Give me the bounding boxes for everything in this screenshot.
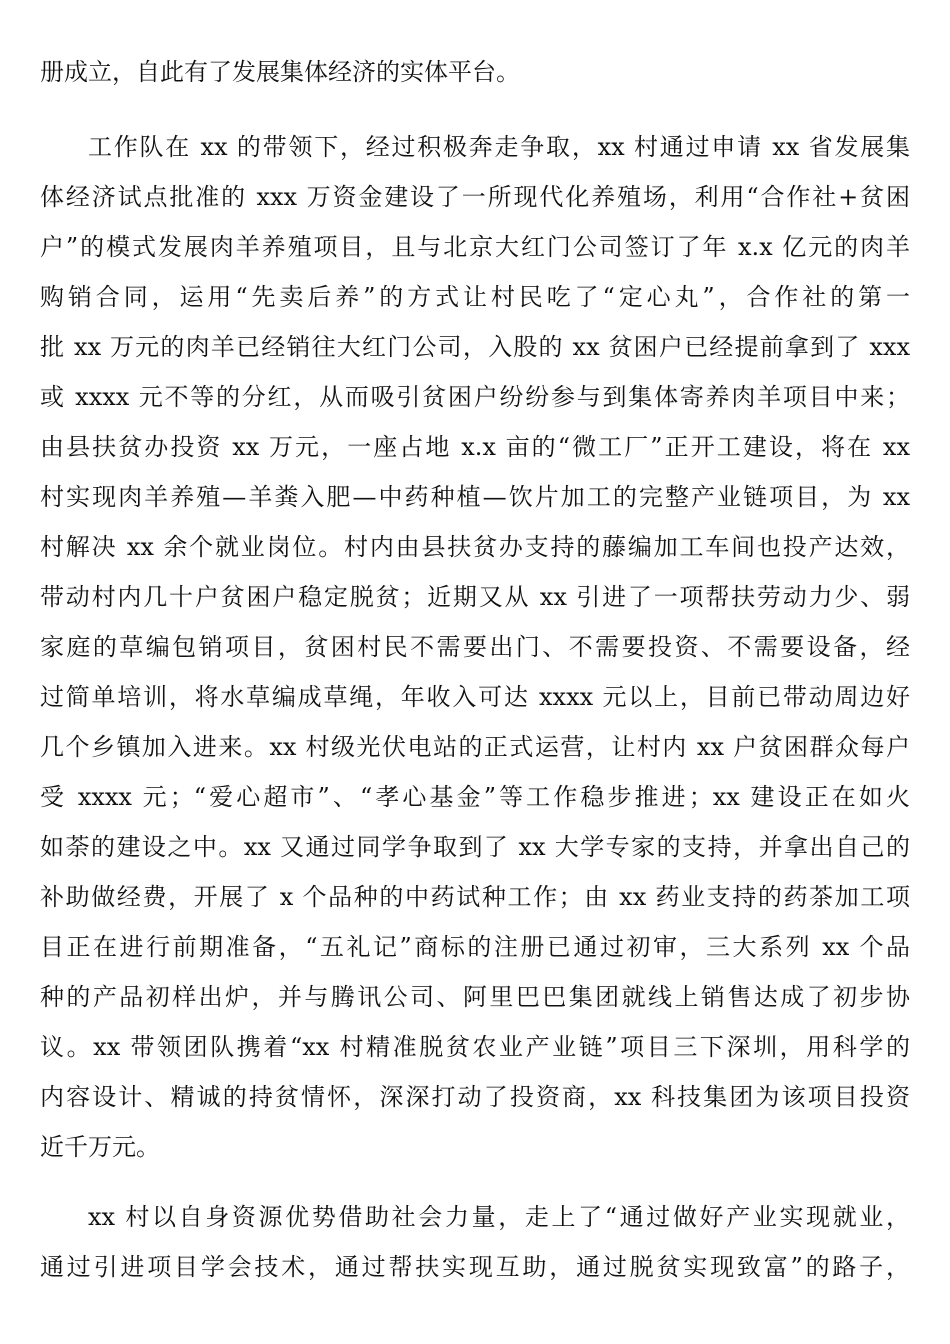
text-line: 议。xx 带领团队携着“xx 村精准脱贫农业产业链”项目三下深圳，用科学的	[40, 1033, 910, 1061]
text-line: 近千万元。	[40, 1133, 160, 1161]
text-line: 家庭的草编包销项目，贫困村民不需要出门、不需要投资、不需要设备，经	[40, 633, 910, 661]
text-line: 体经济试点批准的 xxx 万资金建设了一所现代化养殖场，利用“合作社+贫困	[40, 183, 910, 211]
text-line: 过简单培训，将水草编成草绳，年收入可达 xxxx 元以上，目前已带动周边好	[40, 683, 910, 711]
text-line: 目正在进行前期准备，“五礼记”商标的注册已通过初审，三大系列 xx 个品	[40, 933, 910, 961]
text-line: 由县扶贫办投资 xx 万元，一座占地 x.x 亩的“微工厂”正开工建设，将在 xx	[40, 433, 910, 461]
text-line: 内容设计、精诚的持贫情怀，深深打动了投资商，xx 科技集团为该项目投资	[40, 1083, 910, 1111]
paragraph-1	[40, 47, 910, 97]
text-line: 村解决 xx 余个就业岗位。村内由县扶贫办支持的藤编加工车间也投产达效，	[40, 533, 910, 561]
text-line: 或 xxxx 元不等的分红，从而吸引贫困户纷纷参与到集体寄养肉羊项目中来；	[40, 383, 910, 411]
text-line: 册成立，自此有了发展集体经济的实体平台。	[40, 58, 520, 86]
text-line: 村实现肉羊养殖—羊粪入肥—中药种植—饮片加工的完整产业链项目，为 xx	[40, 483, 910, 511]
text-line: 补助做经费，开展了 x 个品种的中药试种工作；由 xx 药业支持的药茶加工项	[40, 883, 910, 911]
text-line: 几个乡镇加入进来。xx 村级光伏电站的正式运营，让村内 xx 户贫困群众每户	[40, 733, 910, 761]
text-line: 如荼的建设之中。xx 又通过同学争取到了 xx 大学专家的支持，并拿出自己的	[40, 833, 910, 861]
paragraph-2	[40, 122, 910, 1172]
text-line: 带动村内几十户贫困户稳定脱贫；近期又从 xx 引进了一项帮扶劳动力少、弱	[40, 583, 910, 611]
text-line: 户”的模式发展肉羊养殖项目，且与北京大红门公司签订了年 x.x 亿元的肉羊	[40, 233, 910, 261]
text-line: 批 xx 万元的肉羊已经销往大红门公司，入股的 xx 贫困户已经提前拿到了 xxx	[40, 333, 910, 361]
text-line: 受 xxxx 元；“爱心超市”、“孝心基金”等工作稳步推进；xx 建设正在如火	[40, 783, 910, 811]
text-line: 购销合同，运用“先卖后养”的方式让村民吃了“定心丸”，合作社的第一	[40, 283, 910, 311]
text-line: 种的产品初样出炉，并与腾讯公司、阿里巴巴集团就线上销售达成了初步协	[40, 983, 910, 1011]
text-line: 工作队在 xx 的带领下，经过积极奔走争取，xx 村通过申请 xx 省发展集	[88, 133, 910, 161]
text-line: 通过引进项目学会技术，通过帮扶实现互助，通过脱贫实现致富”的路子，	[40, 1253, 910, 1281]
text-line: xx 村以自身资源优势借助社会力量，走上了“通过做好产业实现就业，	[88, 1203, 910, 1231]
paragraph-3	[40, 1192, 910, 1292]
